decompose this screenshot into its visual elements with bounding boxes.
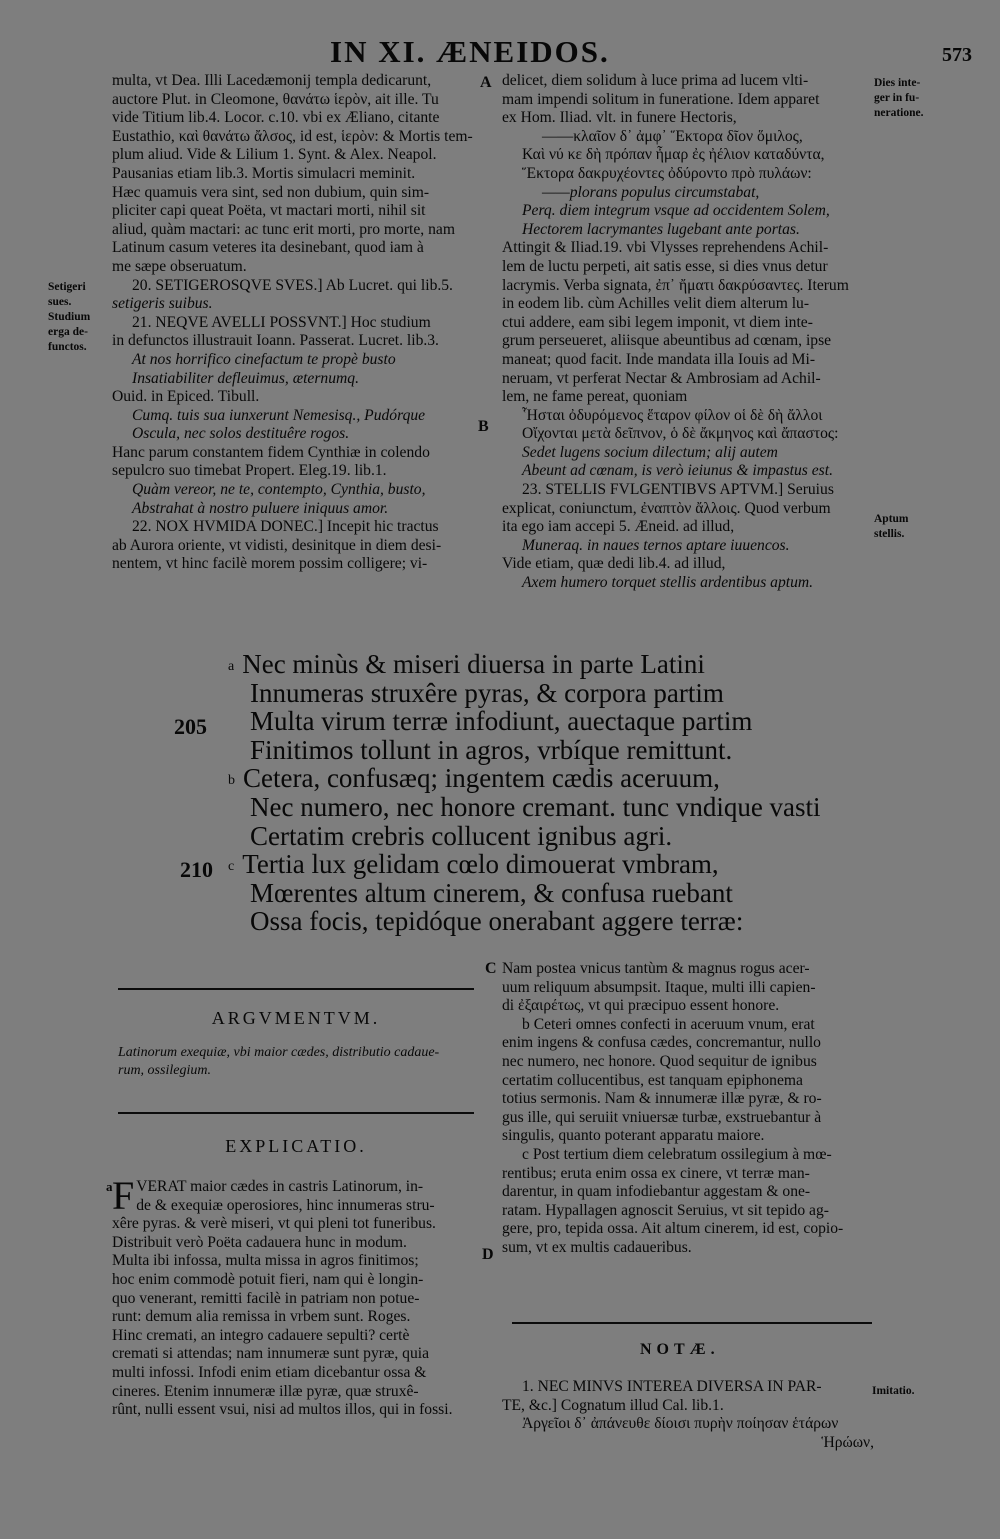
- commentary-line: totius sermonis. Nam & innumeræ illæ pyræ, & ro-: [502, 1090, 822, 1108]
- verse-line: [228, 907, 788, 936]
- margin-note: stellis.: [874, 528, 905, 540]
- commentary-line: Vide etiam, quæ dedi lib.4. ad illud,: [502, 555, 726, 573]
- verse-line: [228, 707, 788, 736]
- commentary-line: Attingit & Iliad.19. vbi Vlysses reprehendens Achil-: [502, 239, 829, 257]
- commentary-line: gere, pro, tepida ossa. Ait altum cinerem, id est, copio-: [502, 1220, 844, 1238]
- verse-line: [228, 736, 788, 765]
- explicatio-title: EXPLICATIO.: [225, 1136, 367, 1156]
- explicatio-line: cremati si attendas; nam innumeræ sunt pyræ, quia: [112, 1345, 430, 1363]
- argumentum-line: Latinorum exequiæ, vbi maior cædes, distributio cadaue-: [118, 1045, 440, 1060]
- commentary-line: uum reliquum absumpsit. Itaque, multi illi capien-: [502, 978, 816, 996]
- section-letter: B: [478, 418, 489, 435]
- commentary-line: 20. SETIGEROSQVE SVES.] Ab Lucret. qui lib.5.: [132, 276, 453, 294]
- right-margin-notes-aptum: [874, 512, 909, 542]
- verse-line: [228, 822, 788, 851]
- explicatio-line: cineres. Etenim innumeræ illæ pyræ, quæ struxê-: [112, 1382, 419, 1400]
- margin-note: Dies inte-: [874, 77, 921, 89]
- explicatio-line: quo venerant, remitti facilè in patriam non potue-: [112, 1289, 420, 1307]
- commentary-line: c Post tertium diem celebratum ossilegium à mœ-: [522, 1145, 832, 1163]
- commentary-line: 22. NOX HVMIDA DONEC.] Incepit hic tractus: [132, 518, 439, 536]
- commentary-line: Quàm vereor, ne te, contempto, Cynthia, busto,: [132, 481, 426, 499]
- verse-block: [228, 649, 821, 937]
- notae-text: [502, 1378, 874, 1452]
- commentary-line: ——κλαῖον δ᾽ ἀμφ᾽ Ἕκτορα δῖον ὅμιλος,: [542, 127, 803, 145]
- right-lower-commentary: [502, 960, 874, 1258]
- commentary-line: me sæpe obseruatum.: [112, 257, 247, 275]
- commentary-line: Καὶ νύ κε δὴ πρόπαν ἦμαρ ἐς ἠέλιον καταδύντα,: [522, 146, 825, 164]
- commentary-line: Muneraq. in naues ternos aptare iuuencos.: [522, 536, 790, 554]
- note-line: Ἀργεῖοι δ᾽ ἀπάνευθε δίοισι πυρὴν ποίησαν ἑτάρων: [522, 1415, 839, 1433]
- explicatio-line: de & exequiæ operosiores, hinc innumeras stru-: [136, 1196, 435, 1214]
- left-margin-notes: [48, 280, 90, 355]
- explicatio-line: Distribuit verò Poëta cadauera hunc in modum.: [112, 1233, 407, 1251]
- verse-note-mark: a: [228, 658, 235, 674]
- note-mark: a: [106, 1179, 113, 1194]
- verse-note-mark: c: [228, 858, 235, 874]
- commentary-line: pliciter capi queat Poëta, vt mactari morti, nihil sit: [112, 202, 426, 220]
- verse-text: Certatim crebris collucent ignibus agri.: [250, 820, 673, 851]
- verse-text: Ossa focis, tepidóque onerabant aggere terræ:: [250, 906, 744, 937]
- commentary-line: Pausanias etiam lib.3. Mortis simulacri meminit.: [112, 164, 416, 182]
- divider: [118, 1112, 474, 1114]
- explicatio-text: [106, 1173, 484, 1420]
- commentary-line: Axem humero torquet stellis ardentibus aptum.: [522, 574, 814, 592]
- right-margin-notes: [874, 76, 924, 121]
- commentary-line: sepulcro suo timebat Propert. Eleg.19. lib.1.: [112, 462, 387, 480]
- commentary-line: ——plorans populus circumstabat,: [542, 183, 760, 201]
- verse-text: Tertia lux gelidam cœlo dimouerat vmbram,: [242, 849, 719, 880]
- commentary-line: in defunctos illustrauit Ioann. Passerat. Lucret. lib.3.: [112, 332, 439, 350]
- commentary-line: explicat, coniunctum, ἐναπτὸν ἄλλοις. Quod verbum: [502, 499, 831, 517]
- commentary-line: Ἧσται ὀδυρόμενος ἕταρον φίλον οἱ δὲ δὴ ἄλλοι: [522, 406, 823, 424]
- note-line: TE, &c.] Cognatum illud Cal. lib.1.: [502, 1396, 724, 1414]
- margin-note: erga de-: [48, 326, 88, 338]
- verse-text: Multa virum terræ infodiunt, auectaque partim: [250, 706, 753, 737]
- explicatio-line: rûnt, nulli essent vsui, nisi ad multos illos, qui in fossi.: [112, 1401, 453, 1419]
- margin-note: Setigeri: [48, 281, 86, 293]
- explicatio-line: runt: demum alia remissa in vrbem sunt. Roges.: [112, 1308, 411, 1326]
- running-title: IN XI. ÆNEIDOS.: [330, 34, 610, 69]
- note-line: Ἡρώων,: [821, 1433, 874, 1451]
- commentary-line: Oscula, nec solos destituêre rogos.: [132, 425, 350, 443]
- verse-text: Mœrentes altum cinerem, & confusa ruebant: [250, 877, 733, 908]
- margin-note: Studium: [48, 311, 91, 323]
- commentary-line: grum perseueret, aliisque abeuntibus ad cœnam, ipse: [502, 332, 832, 350]
- verse-number: 210: [180, 857, 213, 882]
- commentary-line: ab Aurora oriente, vt vidisti, desinitque in diem desi-: [112, 536, 442, 554]
- verse-note-mark: b: [228, 772, 235, 788]
- commentary-line: Latinum casum veteres ita desinebant, quod iam à: [112, 239, 424, 257]
- commentary-line: gus ille, qui seruiit vniuersæ turbæ, exstruebantur à: [502, 1108, 822, 1126]
- commentary-line: Perq. diem integrum vsque ad occidentem Solem,: [522, 202, 830, 220]
- commentary-line: 23. STELLIS FVLGENTIBVS APTVM.] Seruius: [522, 481, 834, 499]
- commentary-line: maneat; quod facit. Inde mandata illa Iouis ad Mi-: [502, 350, 816, 368]
- commentary-line: Sedet lugens socium dilectum; alij autem: [522, 443, 778, 461]
- commentary-line: vide Titium lib.4. Locor. c.10. vbi ex Æliano, citante: [112, 109, 440, 127]
- commentary-line: neruam, vt perferat Nectar & Ambrosiam ad Achil-: [502, 369, 821, 387]
- commentary-line: darentur, in quam infodiebantur aggestam & one-: [502, 1183, 811, 1201]
- commentary-line: 21. NEQVE AVELLI POSSVNT.] Hoc studium: [132, 313, 431, 331]
- commentary-line: Hæc quamuis vera sint, sed non dubium, quin sim-: [112, 183, 430, 201]
- argumentum-text: [118, 1044, 473, 1080]
- commentary-line: lem, ne fame pereat, quoniam: [502, 388, 688, 406]
- commentary-line: Nam postea vnicus tantùm & magnus rogus acer-: [502, 960, 810, 977]
- notae-margin-note: Imitatio.: [872, 1385, 915, 1397]
- divider: [118, 988, 474, 990]
- commentary-line: Οἴχονται μετὰ δεῖπνον, ὁ δὲ ἄκμηνος καὶ ἄπαστος:: [522, 425, 839, 443]
- verse-number: 205: [174, 714, 207, 739]
- commentary-line: lem de luctu perpeti, ait satis esse, si dies vnus detur: [502, 257, 828, 275]
- commentary-line: in eodem lib. cùm Achilles velit diem alterum lu-: [502, 295, 810, 313]
- margin-note: functos.: [48, 341, 87, 353]
- commentary-line: Eustathio, καὶ θανάτω ἄλσος, id est, ἱερὸν: & Mortis tem-: [112, 127, 473, 145]
- commentary-line: b Ceteri omnes confecti in aceruum vnum, erat: [522, 1015, 815, 1033]
- verse-text: Cetera, confusæq; ingentem cædis aceruum,: [243, 763, 720, 794]
- verse-line: [228, 850, 788, 879]
- note-line: 1. NEC MINVS INTEREA DIVERSA IN PAR-: [522, 1378, 822, 1395]
- verse-text: Innumeras struxêre pyras, & corpora partim: [250, 677, 724, 708]
- left-commentary-column: [112, 72, 480, 574]
- section-letter: A: [480, 74, 492, 91]
- explicatio-line: Hinc cremati, an integro cadauere sepulti? certè: [112, 1326, 410, 1344]
- explicatio-line: xêre pyras. & verè miseri, vt qui pleni tot funeribus.: [112, 1215, 436, 1233]
- commentary-line: mam impendi solitum in funeratione. Idem apparet: [502, 90, 820, 108]
- commentary-line: multa, vt Dea. Illi Lacedæmonij templa dedicarunt,: [112, 72, 432, 89]
- commentary-line: ctui addere, eam sibi legem imponit, vt diem inte-: [502, 313, 813, 331]
- commentary-line: Abeunt ad cœnam, is verò ieiunus & impastus est.: [522, 462, 833, 480]
- explicatio-line: Multa ibi infossa, multa missa in agros finitimos;: [112, 1252, 419, 1270]
- commentary-line: nentem, vt hinc facilè morem possim colligere; vi-: [112, 555, 428, 573]
- commentary-line: aliud, quàm mactari: ac tunc erit morti, pro morte, nam: [112, 220, 455, 238]
- divider: [512, 1322, 872, 1324]
- verse-text: Finitimos tollunt in agros, vrbíque remittunt.: [250, 734, 733, 765]
- right-commentary-column: [502, 72, 872, 593]
- section-letter: C: [485, 960, 497, 977]
- argumentum-title: ARGVMENTVM.: [211, 1008, 381, 1028]
- margin-note: ger in fu-: [874, 92, 920, 104]
- margin-note: neratione.: [874, 107, 924, 119]
- verse-line: [228, 679, 788, 708]
- commentary-line: ita ego iam accepi 5. Æneid. ad illud,: [502, 518, 735, 536]
- verse-text: Nec minùs & miseri diuersa in parte Latini: [242, 649, 705, 679]
- verse-line: [228, 879, 788, 908]
- commentary-line: Ἕκτορα δακρυχέοντες ὀδύροντο πρὸ πυλάων:: [522, 164, 812, 182]
- commentary-line: auctore Plut. in Cleomone, θανάτω ἱερὸν, ait ille. Tu: [112, 90, 439, 108]
- margin-note: Aptum: [874, 513, 909, 525]
- commentary-line: delicet, diem solidum à luce prima ad lucem vlti-: [502, 72, 809, 89]
- commentary-line: Abstrahat à nostro puluere iniquus amor.: [132, 499, 389, 517]
- explicatio-line: hoc enim commodè potuit fieri, nam qui è longin-: [112, 1270, 424, 1288]
- notae-title: NOTÆ.: [640, 1341, 720, 1358]
- commentary-line: Hanc parum constantem fidem Cynthiæ in colendo: [112, 443, 430, 461]
- page-number: 573: [942, 44, 972, 66]
- commentary-line: singulis, quanto poterant apparatu maiore.: [502, 1127, 765, 1145]
- commentary-line: Insatiabiliter defleuimus, æternumq.: [132, 369, 359, 387]
- argumentum-line: rum, ossilegium.: [118, 1063, 211, 1078]
- commentary-line: rentibus; eruta enim ossa ex cinere, vt terræ man-: [502, 1164, 810, 1182]
- drop-cap: F: [112, 1173, 135, 1218]
- commentary-line: At nos horrifico cinefactum te propè busto: [132, 350, 396, 368]
- commentary-line: ratam. Hypallagen agnoscit Seruius, vt sit tepido ag-: [502, 1201, 829, 1219]
- commentary-line: Hectorem lacrymantes lugebant ante portas.: [522, 220, 800, 238]
- verse-line: [228, 791, 821, 822]
- commentary-line: nec numero, nec honore. Quod sequitur de ignibus: [502, 1052, 817, 1070]
- commentary-line: Ouid. in Epiced. Tibull.: [112, 388, 260, 406]
- commentary-line: setigeris suibus.: [112, 295, 213, 313]
- verse-line: [228, 650, 788, 679]
- section-letter: D: [482, 1246, 494, 1263]
- commentary-line: di ἐξαιρέτως, vt qui præcipuo essent honore.: [502, 997, 780, 1015]
- commentary-line: lacrymis. Verba signata, ἐπ᾽ ἤματι δακρύσαντες. Iterum: [502, 276, 849, 294]
- verse-line: [228, 764, 788, 793]
- commentary-line: certatim collucentibus, est tanquam epiphonema: [502, 1071, 803, 1089]
- commentary-line: Cumq. tuis sua iunxerunt Nemesisq., Pudórque: [132, 406, 426, 424]
- commentary-line: ex Hom. Iliad. vlt. in funere Hectoris,: [502, 109, 737, 127]
- commentary-line: sum, vt ex multis cadaueribus.: [502, 1238, 692, 1256]
- explicatio-line: multi infossi. Infodi enim etiam dicebantur ossa &: [112, 1363, 427, 1381]
- verse-text: Nec numero, nec honore cremant. tunc vndique vasti: [250, 791, 821, 822]
- commentary-line: plum aliud. Vide & Lilium 1. Synt. & Alex. Neapol.: [112, 146, 437, 164]
- commentary-line: enim ingens & confusa cædes, concremantur, nullo: [502, 1034, 821, 1052]
- explicatio-line: VERAT maior cædes in castris Latinorum, in-: [136, 1178, 424, 1195]
- margin-note: sues.: [48, 296, 72, 308]
